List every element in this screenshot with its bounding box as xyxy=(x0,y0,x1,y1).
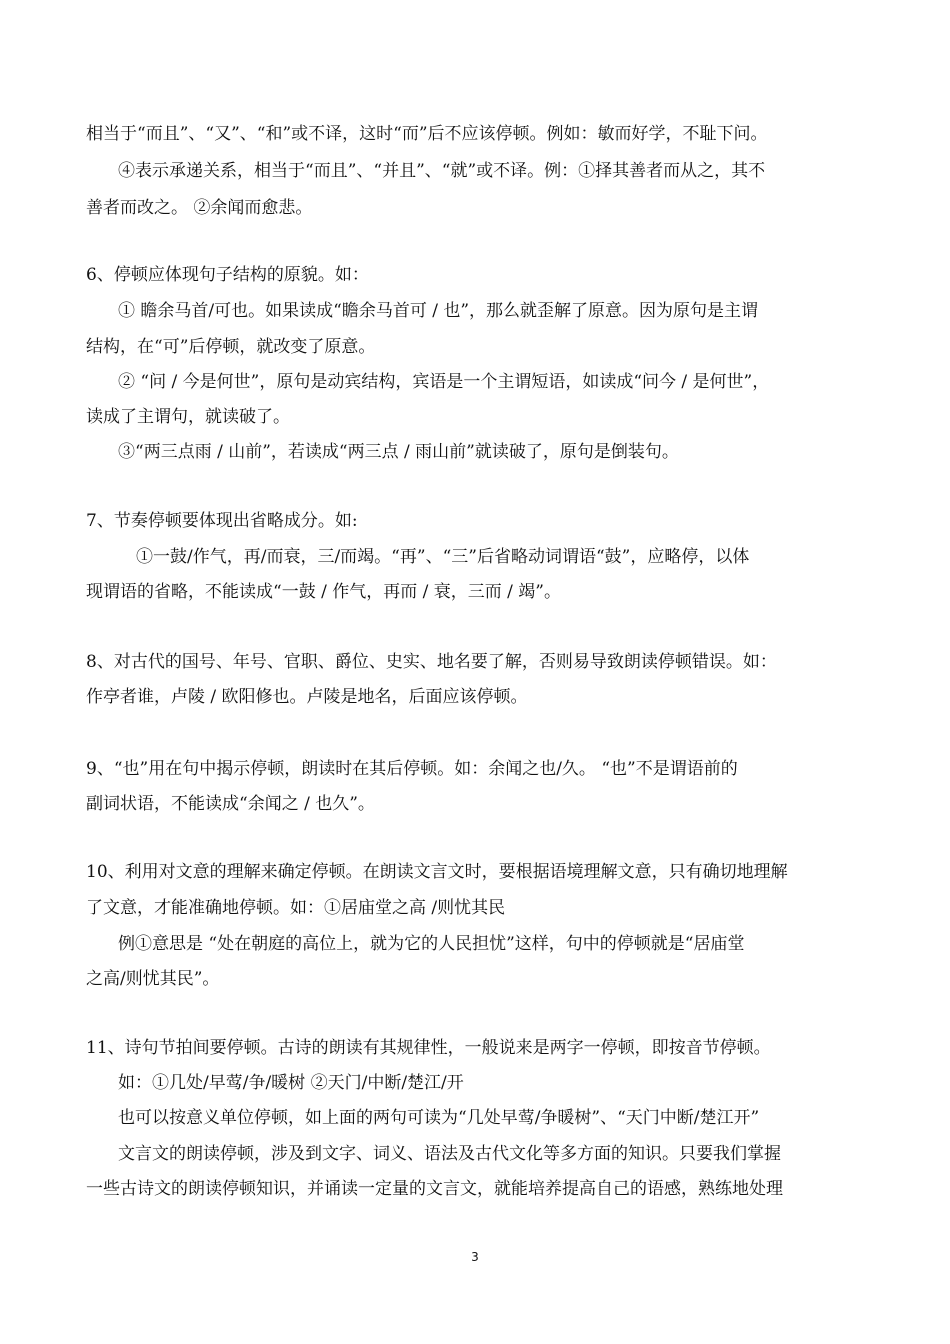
section-heading: 7、节奏停顿要体现出省略成分。如: xyxy=(86,511,358,531)
text-line: 了文意，才能准确地停顿。如：①居庙堂之高 /则忧其民 xyxy=(86,898,506,918)
text-line: 之高/则忧其民”。 xyxy=(86,969,220,989)
text-line: 作亭者谁，卢陵 / 欧阳修也。卢陵是地名，后面应该停顿。 xyxy=(86,687,528,707)
section-heading: 10、利用对文意的理解来确定停顿。在朗读文言文时，要根据语境理解文意，只有确切地理解 xyxy=(86,862,788,882)
text-line: 结构，在“可”后停顿，就改变了原意。 xyxy=(86,337,376,357)
section-heading: 8、对古代的国号、年号、官职、爵位、史实、地名要了解，否则易导致朗读停顿错误。如： xyxy=(86,652,777,672)
text-line: ①一鼓/作气，再/而衰，三/而竭。“再”、“三”后省略动词谓语“鼓”，应略停，以体 xyxy=(136,547,750,567)
section-heading: 6、停顿应体现句子结构的原貌。如： xyxy=(86,265,369,285)
text-line: 例①意思是 “处在朝庭的高位上，就为它的人民担忧”这样，句中的停顿就是“居庙堂 xyxy=(118,934,745,954)
text-line: 相当于“而且”、“又”、“和”或不译，这时“而”后不应该停顿。例如：敏而好学，不耻下问。 xyxy=(86,124,768,144)
text-line: ② “问 / 今是何世”，原句是动宾结构，宾语是一个主谓短语，如读成“问今 / 是何世”， xyxy=(118,372,770,392)
text-line: 文言文的朗读停顿，涉及到文字、词义、语法及古代文化等多方面的知识。只要我们掌握 xyxy=(118,1144,781,1164)
text-line: 读成了主谓句，就读破了。 xyxy=(86,407,290,427)
text-line: ④表示承递关系，相当于“而且”、“并且”、“就”或不译。例：①择其善者而从之，其不 xyxy=(118,161,766,181)
text-line: 现谓语的省略，不能读成“一鼓 / 作气，再而 / 衰，三而 / 竭”。 xyxy=(86,582,561,602)
text-line: 一些古诗文的朗读停顿知识，并诵读一定量的文言文，就能培养提高自己的语感，熟练地处理 xyxy=(86,1179,783,1199)
text-line: ① 瞻余马首/可也。如果读成“瞻余马首可 / 也”，那么就歪解了原意。因为原句是主谓 xyxy=(118,301,759,321)
section-heading: 9、“也”用在句中揭示停顿，朗读时在其后停顿。如：余闻之也/久。 “也”不是谓语前的 xyxy=(86,759,738,779)
text-line: 如：①几处/早莺/争/暖树 ②天门/中断/楚江/开 xyxy=(118,1073,464,1093)
text-line: 也可以按意义单位停顿，如上面的两句可读为“几处早莺/争暖树”、“天门中断/楚江开” xyxy=(118,1108,760,1128)
text-line: 善者而改之。 ②余闻而愈悲。 xyxy=(86,198,313,218)
text-line: 副词状语，不能读成“余闻之 / 也久”。 xyxy=(86,794,375,814)
text-line: ③“两三点雨 / 山前”，若读成“两三点 / 雨山前”就读破了，原句是倒装句。 xyxy=(118,442,679,462)
section-heading: 11、诗句节拍间要停顿。古诗的朗读有其规律性，一般说来是两字一停顿，即按音节停顿。 xyxy=(86,1038,771,1058)
page-number: 3 xyxy=(471,1250,479,1264)
